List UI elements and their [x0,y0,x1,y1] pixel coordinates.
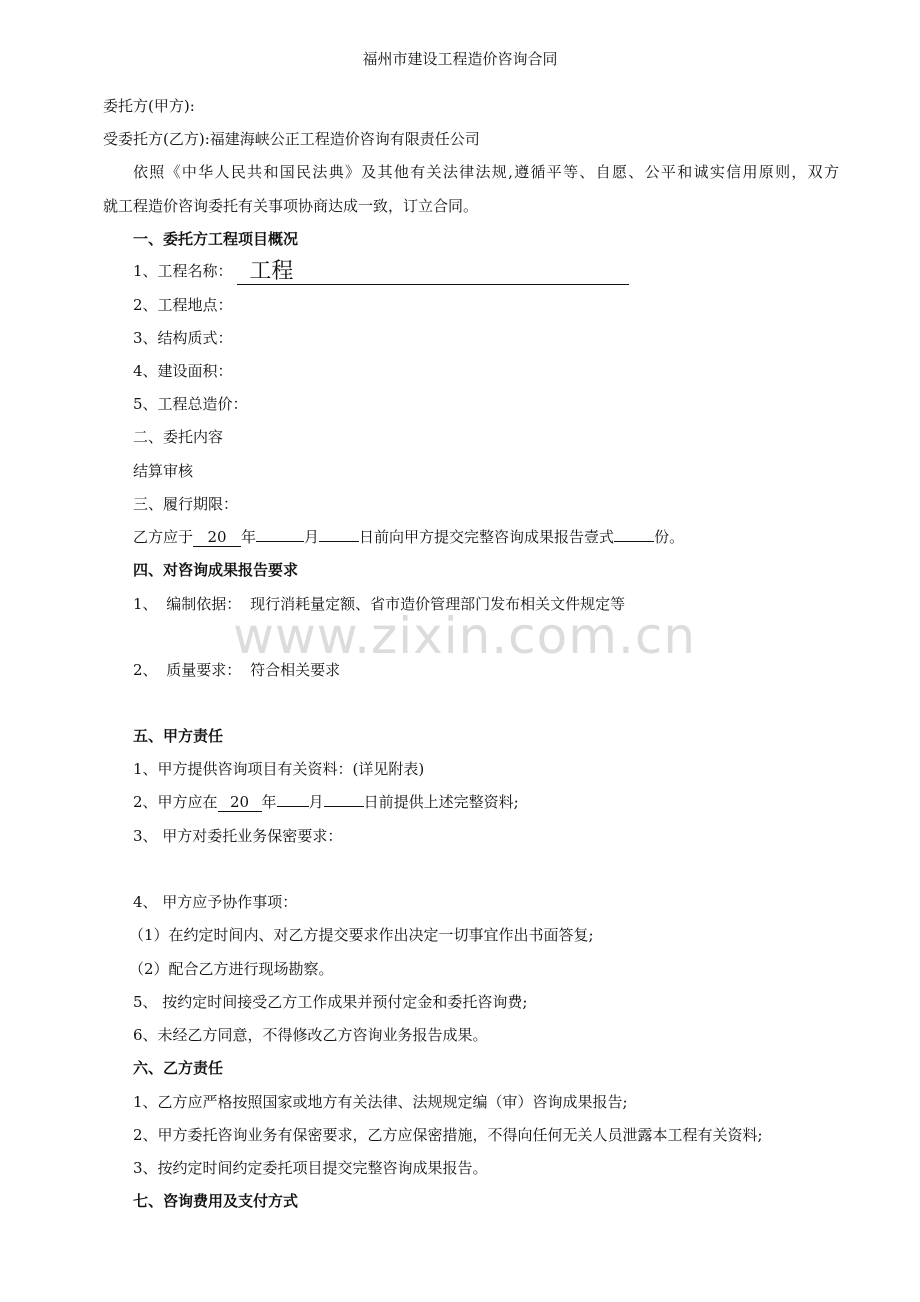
party-a-duty-4-sub-2: （2）配合乙方进行现场勘察。 [129,960,334,978]
party-b-duty-2: 2、甲方委托咨询业务有保密要求，乙方应保密措施，不得向任何无关人员泄露本工程有关资料; [133,1126,763,1144]
project-name-field[interactable]: 工程 [237,260,629,285]
party-a-duty-3: 3、 甲方对委托业务保密要求： [133,827,343,845]
copies-field[interactable] [614,541,654,542]
structure-type-label: 3、结构质式： [133,329,233,347]
deadline-year-field[interactable]: 20 [193,528,241,547]
deadline-month-label: 月 [304,528,320,546]
deadline-year-label: 年 [241,528,257,546]
project-name-label: 1、工程名称： [133,262,233,280]
duty-2-suffix: 日前提供上述完整资料; [363,793,519,811]
deadline-row [133,527,684,547]
party-b-line: 受委托方(乙方):福建海峡公正工程造价咨询有限责任公司 [103,130,480,148]
party-a-duty-5: 5、 按约定时间接受乙方工作成果并预付定金和委托咨询费; [133,993,528,1011]
section-2-heading: 二、委托内容 [133,428,224,446]
project-name-row [133,259,629,285]
party-b-duty-3: 3、按约定时间约定委托项目提交完整咨询成果报告。 [133,1159,488,1177]
deadline-prefix: 乙方应于 [133,528,194,546]
party-a-duty-6: 6、未经乙方同意，不得修改乙方咨询业务报告成果。 [133,1026,488,1044]
deadline-day-field[interactable] [319,541,359,542]
materials-month-label: 月 [308,793,324,811]
section-5-heading: 五、甲方责任 [133,727,224,745]
party-a-line: 委托方(甲方): [103,97,195,115]
deadline-month-field[interactable] [256,541,304,542]
party-a-duty-4-sub-1: （1）在约定时间内、对乙方提交要求作出决定一切事宜作出书面答复; [129,926,594,944]
document-title: 福州市建设工程造价咨询合同 [362,50,558,68]
duty-2-prefix: 2、甲方应在 [133,793,218,811]
total-cost-label: 5、工程总造价： [133,395,248,413]
materials-year-field[interactable]: 20 [218,793,262,812]
party-b-duty-1: 1、乙方应严格按照国家或地方有关法律、法规规定编（审）咨询成果报告; [133,1093,628,1111]
section-6-heading: 六、乙方责任 [133,1059,224,1077]
party-a-duty-2 [133,792,519,812]
section-4-heading: 四、对咨询成果报告要求 [133,561,299,579]
project-location-label: 2、工程地点： [133,296,233,314]
materials-day-field[interactable] [324,806,364,807]
copies-label: 份。 [654,528,685,546]
intro-paragraph-line-2: 就工程造价咨询委托有关事项协商达成一致，订立合同。 [103,197,479,215]
section-3-heading: 三、履行期限： [133,495,239,513]
section-1-heading: 一、委托方工程项目概况 [133,230,299,248]
materials-year-label: 年 [261,793,277,811]
intro-paragraph-line-1: 依照《中华人民共和国民法典》及其他有关法律法规,遵循平等、自愿、公平和诚实信用原则，双方 [133,163,839,181]
materials-month-field[interactable] [277,806,309,807]
compilation-basis-item: 1、 编制依据： 现行消耗量定额、省市造价管理部门发布相关文件规定等 [133,595,626,613]
quality-requirement-item: 2、 质量要求： 符合相关要求 [133,661,341,679]
party-a-duty-1: 1、甲方提供咨询项目有关资料：(详见附表) [133,760,425,778]
building-area-label: 4、建设面积： [133,362,233,380]
section-2-content: 结算审核 [133,462,194,480]
watermark-text: www.zixin.com.cn [233,607,697,665]
deadline-day-text: 日前向甲方提交完整咨询成果报告壹式 [359,528,615,546]
party-a-duty-4: 4、 甲方应予协作事项： [133,893,298,911]
section-7-heading: 七、咨询费用及支付方式 [133,1192,299,1210]
